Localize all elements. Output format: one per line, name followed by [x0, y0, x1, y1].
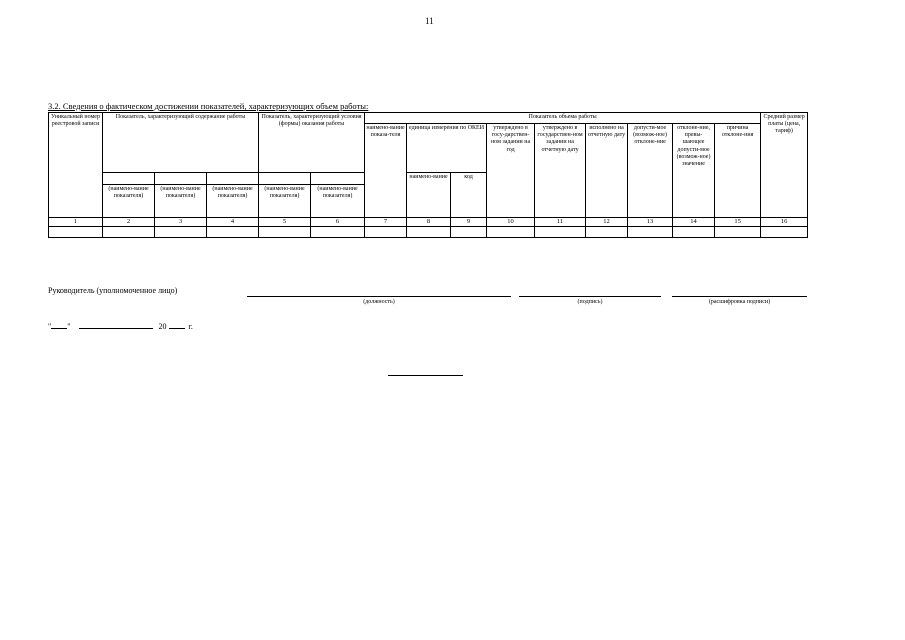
signature-caption: (подпись)	[577, 299, 603, 305]
position-caption: (должность)	[363, 299, 395, 305]
decoding-caption: (расшифровка подписи)	[708, 299, 771, 305]
year-suffix: г.	[188, 322, 193, 331]
column-number: 11	[535, 218, 586, 227]
header-blank-cell	[311, 173, 365, 185]
column-number: 2	[103, 218, 155, 227]
table-cell	[207, 227, 259, 238]
table-row	[49, 227, 808, 238]
header-blank-cell	[259, 173, 311, 185]
day-blank[interactable]	[51, 320, 67, 329]
table-cell	[628, 227, 673, 238]
table-cell	[259, 227, 311, 238]
header-blank-cell	[103, 173, 155, 185]
column-number: 13	[628, 218, 673, 227]
table-cell	[586, 227, 628, 238]
header-indicator-name: наимено-вание показа-теля	[365, 124, 407, 218]
table-cell	[311, 227, 365, 238]
column-number: 4	[207, 218, 259, 227]
column-number: 3	[155, 218, 207, 227]
header-deviation-reason: причина отклоне-ния	[715, 124, 761, 218]
header-work-conditions: Показатель, характеризующий условия (формы) оказания работы	[259, 113, 365, 173]
header-okei-unit: единица измерения по ОКЕИ	[407, 124, 487, 173]
year-prefix: 20	[158, 322, 167, 331]
page-number: 11	[425, 16, 434, 26]
header-param-2: (наимено-вание показателя)	[155, 185, 207, 218]
header-work-content: Показатель, характеризующий содержание работы	[103, 113, 259, 173]
table-cell	[715, 227, 761, 238]
date-line	[48, 320, 193, 331]
column-number: 15	[715, 218, 761, 227]
header-unit-name: наимено-вание	[407, 173, 451, 218]
column-number: 8	[407, 218, 451, 227]
column-number: 9	[451, 218, 487, 227]
table-cell	[49, 227, 103, 238]
table-cell	[155, 227, 207, 238]
column-number: 6	[311, 218, 365, 227]
column-number: 14	[673, 218, 715, 227]
header-work-volume: Показатель объема работы	[365, 113, 761, 124]
position-line[interactable]	[247, 296, 511, 297]
table-cell	[451, 227, 487, 238]
decoding-line[interactable]	[672, 296, 807, 297]
year-blank[interactable]	[169, 320, 185, 329]
month-blank[interactable]	[79, 320, 153, 329]
work-volume-table	[48, 112, 808, 238]
header-executed: исполнено на отчетную дату	[586, 124, 628, 218]
column-number: 7	[365, 218, 407, 227]
column-number: 16	[761, 218, 808, 227]
table-cell	[535, 227, 586, 238]
section-title: 3.2. Сведения о фактическом достижении показателей, характеризующих объем работы:	[48, 101, 369, 111]
header-average-price: Средний размер платы (цена, тариф)	[761, 113, 808, 218]
table-cell	[407, 227, 451, 238]
header-param-1: (наимено-вание показателя)	[103, 185, 155, 218]
header-unit-code: код	[451, 173, 487, 218]
header-deviation-exceeding: отклоне-ние, превы-шающее допусти-мое (возмож-ное) значение	[673, 124, 715, 218]
signature-line[interactable]	[519, 296, 661, 297]
column-number: 10	[487, 218, 535, 227]
header-allowed-deviation: допусти-мое (возмож-ное) отклоне-ние	[628, 124, 673, 218]
header-unique-number: Уникальный номер реестровой записи	[49, 113, 103, 218]
header-param-3: (наимено-вание показателя)	[207, 185, 259, 218]
footnote-divider	[388, 375, 463, 376]
column-number: 12	[586, 218, 628, 227]
table-cell	[103, 227, 155, 238]
header-param-4: (наимено-вание показателя)	[259, 185, 311, 218]
column-number: 5	[259, 218, 311, 227]
table-cell	[487, 227, 535, 238]
header-blank-cell	[207, 173, 259, 185]
table-cell	[365, 227, 407, 238]
date-close-quote: "	[67, 322, 71, 331]
date-open-quote: "	[48, 322, 52, 331]
table-cell	[761, 227, 808, 238]
header-blank-cell	[155, 173, 207, 185]
header-approved-year: утверждено в госу-дарствен-ном задании на год	[487, 124, 535, 218]
header-approved-report-date: утверждено в государствен-ном задании на отчетную дату	[535, 124, 586, 218]
table-cell	[673, 227, 715, 238]
signatory-label: Руководитель (уполномоченное лицо)	[48, 286, 178, 295]
header-param-5: (наимено-вание показателя)	[311, 185, 365, 218]
column-number: 1	[49, 218, 103, 227]
